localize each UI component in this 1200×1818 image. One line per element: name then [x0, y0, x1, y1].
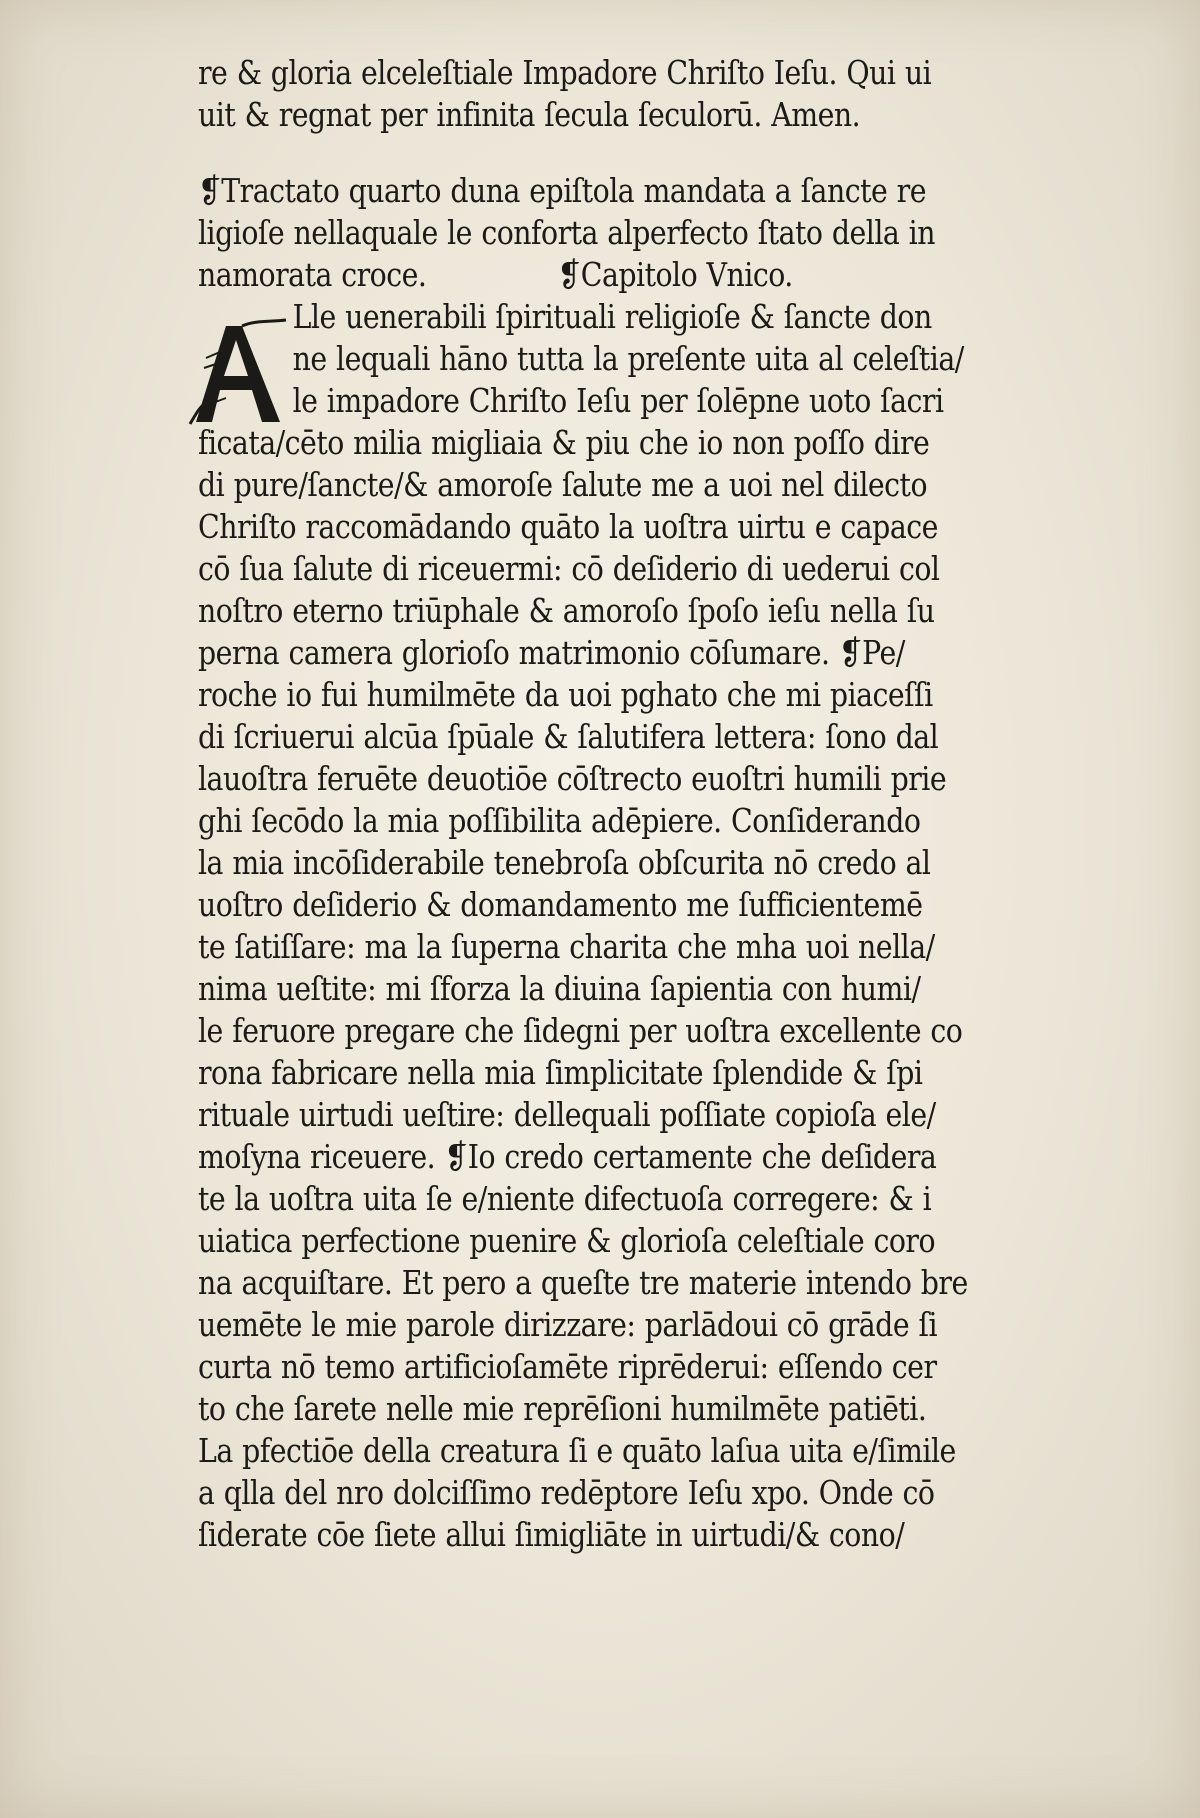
text-line: uit & regnat per infinita ſecula ſeculorū. Amen. — [198, 95, 861, 134]
text-line: nima ueſtite: mi ſforza la diuina ſapientia con humi/ — [198, 969, 921, 1008]
text-line: lauoſtra feruēte deuotiōe cōſtrecto euoſtri humili prie — [198, 759, 947, 798]
text-line: na acquiſtare. Et pero a queſte tre materie intendo bre — [198, 1263, 968, 1302]
text-line: perna camera glorioſo matrimonio cōſumare. ❡Pe/ — [198, 633, 905, 672]
text-line: ghi ſecōdo la mia poſſibilita adēpiere. Conſiderando — [198, 801, 921, 840]
text-line: rona fabricare nella mia ſimplicitate ſplendide & ſpi — [198, 1053, 923, 1092]
text-line: ne lequali hāno tutta la preſente uita al celeſtia/ — [292, 339, 964, 378]
text-line: Chriſto raccomādando quāto la uoſtra uirtu e capace — [198, 507, 938, 546]
chapter-heading-line: namorata croce. ❡Capitolo Vnico. — [198, 255, 793, 294]
text-line: La pfectiōe della creatura ſi e quāto laſua uita e/ſimile — [198, 1431, 956, 1470]
text-line: ſiderate cōe ſiete allui ſimigliāte in uirtudi/& cono/ — [198, 1515, 905, 1554]
text-block — [198, 52, 1098, 1556]
text-line: a qlla del nro dolciſſimo redēptore Ieſu xpo. Onde cō — [198, 1473, 935, 1512]
text-line: uoſtro deſiderio & domandamento me ſufficientemē — [198, 885, 923, 924]
text-line: di pure/ſancte/& amoroſe ſalute me a uoi nel dilecto — [198, 465, 928, 504]
text-line: uiatica perfectione puenire & glorioſa celeſtiale coro — [198, 1221, 936, 1260]
chapter-heading-line: ❡Tractato quarto duna epiſtola mandata a ſancte re — [198, 171, 926, 210]
text-line: re & gloria elceleſtiale Impadore Chriſto Ieſu. Qui ui — [198, 53, 932, 92]
text-line: ficata/cēto milia migliaia & piu che io non poſſo dire — [198, 423, 930, 462]
text-line: la mia incōſiderabile tenebroſa obſcurita nō credo al — [198, 843, 931, 882]
text-line: le feruore pregare che ſidegni per uoſtra excellente co — [198, 1011, 963, 1050]
text-line: le impadore Chriſto Ieſu per ſolēpne uoto ſacri — [292, 381, 944, 420]
text-line: cō ſua ſalute di riceuermi: cō deſiderio di uederui col — [198, 549, 940, 588]
text-line: uemēte le mie parole dirizzare: parlādoui cō grāde ſi — [198, 1305, 938, 1344]
text-line: rituale uirtudi ueſtire: dellequali poſſiate copioſa ele/ — [198, 1095, 936, 1134]
text-line: roche io fui humilmēte da uoi pghato che mi piaceſſi — [198, 675, 933, 714]
text-line: noſtro eterno triūphale & amoroſo ſpoſo ieſu nella ſu — [198, 591, 935, 630]
initial-a-icon — [186, 318, 290, 426]
chapter-heading-line: ligioſe nellaquale le conforta alperfecto ſtato della in — [198, 213, 935, 252]
text-line: te ſatiſſare: ma la ſuperna charita che mha uoi nella/ — [198, 927, 935, 966]
text-line: di ſcriuerui alcūa ſpūale & ſalutifera lettera: ſono dal — [198, 717, 939, 756]
text-line: moſyna riceuere. ❡Io credo certamente che deſidera — [198, 1137, 937, 1176]
body-text — [198, 422, 1098, 1556]
text-line: Lle uenerabili ſpirituali religioſe & ſancte don — [292, 297, 932, 336]
text-line: te la uoſtra uita ſe e/niente difectuoſa corregere: & i — [198, 1179, 932, 1218]
decorated-initial — [186, 318, 290, 426]
section-gap — [198, 136, 1098, 170]
text-line: to che ſarete nelle mie reprēſioni humilmēte patiēti. — [198, 1389, 927, 1428]
text-line: curta nō temo artificioſamēte riprēderui: eſſendo cer — [198, 1347, 937, 1386]
